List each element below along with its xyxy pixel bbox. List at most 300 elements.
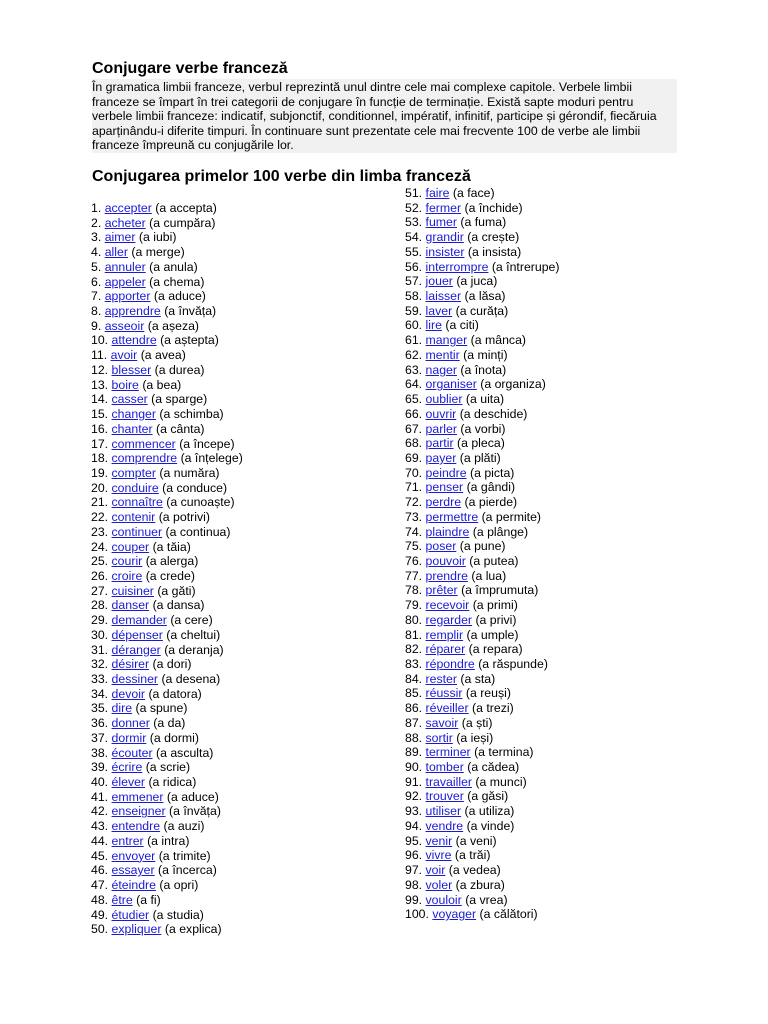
verb-number: 14. bbox=[91, 392, 109, 407]
verb-link[interactable]: élever bbox=[111, 775, 146, 790]
verb-link[interactable]: couper bbox=[111, 539, 150, 554]
verb-number: 57. bbox=[405, 274, 423, 289]
verb-number: 41. bbox=[91, 789, 109, 804]
verb-number: 73. bbox=[405, 509, 423, 524]
verb-link[interactable]: oublier bbox=[425, 392, 463, 407]
verb-link[interactable]: nager bbox=[425, 362, 457, 377]
list-item bbox=[91, 363, 243, 378]
verb-number: 86. bbox=[405, 701, 423, 716]
verb-translation: (a primi) bbox=[472, 598, 518, 613]
verb-number: 16. bbox=[91, 421, 109, 436]
verb-link[interactable]: peindre bbox=[425, 465, 467, 480]
verb-link[interactable]: boire bbox=[111, 377, 139, 392]
list-item bbox=[405, 495, 560, 510]
list-item bbox=[91, 834, 243, 849]
verb-number: 38. bbox=[91, 745, 109, 760]
list-item bbox=[91, 922, 243, 937]
verb-number: 13. bbox=[91, 377, 109, 392]
verb-link[interactable]: voir bbox=[425, 863, 446, 878]
list-item bbox=[405, 201, 560, 216]
verb-link[interactable]: compter bbox=[111, 465, 156, 480]
verb-link[interactable]: laisser bbox=[425, 289, 462, 304]
verb-translation: (a vinde) bbox=[466, 818, 515, 833]
verb-link[interactable]: trouver bbox=[425, 789, 464, 804]
verb-link[interactable]: manger bbox=[425, 333, 468, 348]
list-item bbox=[91, 510, 243, 525]
verb-link[interactable]: dessiner bbox=[111, 672, 159, 686]
verb-link[interactable]: continuer bbox=[111, 524, 163, 539]
verb-number: 32. bbox=[91, 657, 109, 672]
list-item bbox=[405, 686, 560, 701]
verb-link[interactable]: déranger bbox=[111, 642, 161, 657]
verb-number: 99. bbox=[405, 892, 423, 907]
list-item bbox=[405, 657, 560, 672]
verb-number: 31. bbox=[91, 642, 109, 657]
list-item bbox=[91, 230, 243, 245]
verb-translation: (a mânca) bbox=[470, 333, 527, 348]
verb-link[interactable]: permettre bbox=[425, 509, 479, 524]
verb-link[interactable]: fumer bbox=[425, 215, 457, 230]
verb-link[interactable]: remplir bbox=[425, 627, 464, 642]
verb-number: 4. bbox=[91, 245, 102, 260]
verb-translation: (a scrie) bbox=[145, 760, 191, 775]
verb-number: 91. bbox=[405, 774, 423, 789]
list-item bbox=[91, 245, 243, 260]
list-item bbox=[405, 878, 560, 893]
verb-link[interactable]: changer bbox=[111, 407, 156, 422]
verb-number: 84. bbox=[405, 671, 423, 686]
verb-number: 54. bbox=[405, 230, 423, 245]
list-item bbox=[91, 437, 243, 452]
verb-link[interactable]: réparer bbox=[425, 642, 466, 657]
verb-link[interactable]: perdre bbox=[425, 495, 462, 510]
verb-number: 27. bbox=[91, 583, 109, 598]
verb-link[interactable]: entendre bbox=[111, 819, 161, 834]
verb-translation: (a împrumuta) bbox=[461, 583, 539, 598]
verb-link[interactable]: dire bbox=[111, 701, 133, 716]
verb-link[interactable]: rester bbox=[425, 671, 457, 686]
verb-link[interactable]: être bbox=[111, 892, 133, 907]
verb-translation: (a datora) bbox=[148, 686, 202, 701]
verb-translation: (a deranja) bbox=[164, 642, 224, 657]
verb-link[interactable]: vouloir bbox=[425, 892, 462, 907]
verb-translation: (a permite) bbox=[481, 509, 542, 524]
verb-link[interactable]: vivre bbox=[425, 848, 452, 863]
verb-translation: (a răspunde) bbox=[478, 657, 548, 671]
verb-translation: (a deschide) bbox=[459, 406, 528, 421]
list-item bbox=[405, 804, 560, 819]
verb-translation: (a minți) bbox=[463, 347, 508, 362]
list-item bbox=[91, 584, 243, 599]
verb-link[interactable]: appeler bbox=[104, 274, 146, 289]
verb-number: 63. bbox=[405, 362, 423, 377]
verb-link[interactable]: réveiller bbox=[425, 701, 469, 716]
verb-link[interactable]: ouvrir bbox=[425, 406, 457, 421]
verb-translation: (a înțelege) bbox=[180, 451, 243, 466]
verb-link[interactable]: sortir bbox=[425, 730, 453, 745]
verb-translation: (a cheltui) bbox=[166, 627, 221, 642]
verb-link[interactable]: regarder bbox=[425, 612, 473, 627]
verb-number: 29. bbox=[91, 613, 109, 628]
verb-link[interactable]: expliquer bbox=[111, 922, 162, 937]
verb-link[interactable]: conduire bbox=[111, 480, 159, 495]
list-item bbox=[91, 407, 243, 422]
verb-link[interactable]: écrire bbox=[111, 760, 143, 775]
verb-number: 51. bbox=[405, 186, 423, 200]
verb-number: 46. bbox=[91, 863, 109, 878]
verb-link[interactable]: vendre bbox=[425, 818, 464, 833]
list-item bbox=[405, 451, 560, 466]
verb-link[interactable]: dépenser bbox=[111, 627, 163, 642]
verb-number: 97. bbox=[405, 863, 423, 878]
verb-link[interactable]: emmener bbox=[111, 789, 164, 804]
verb-link[interactable]: courir bbox=[111, 554, 143, 569]
verb-number: 72. bbox=[405, 495, 423, 510]
verb-link[interactable]: terminer bbox=[425, 745, 471, 760]
verb-translation: (a dansa) bbox=[152, 598, 205, 613]
list-item bbox=[405, 377, 560, 392]
verb-translation: (a merge) bbox=[131, 245, 185, 260]
verb-link[interactable]: comprendre bbox=[111, 451, 178, 466]
verb-link[interactable]: donner bbox=[111, 716, 150, 731]
verb-translation: (a avea) bbox=[140, 348, 186, 363]
verb-link[interactable]: voler bbox=[425, 877, 453, 892]
list-item bbox=[91, 908, 243, 923]
verb-translation: (a studia) bbox=[152, 907, 204, 922]
verb-translation: (a învăța) bbox=[164, 304, 217, 319]
verb-link[interactable]: laver bbox=[425, 303, 453, 318]
verb-number: 90. bbox=[405, 760, 423, 775]
list-item bbox=[91, 613, 243, 628]
verb-translation: (a bea) bbox=[142, 377, 182, 392]
verb-translation: (a putea) bbox=[469, 553, 519, 568]
verb-translation: (a tăia) bbox=[152, 539, 191, 554]
verb-link[interactable]: enseigner bbox=[111, 804, 166, 819]
list-item bbox=[405, 215, 560, 230]
verb-link[interactable]: tomber bbox=[425, 760, 464, 775]
verb-translation: (a ridica) bbox=[148, 775, 197, 790]
list-item bbox=[91, 540, 243, 555]
list-item bbox=[91, 643, 243, 658]
verb-link[interactable]: réussir bbox=[425, 686, 463, 701]
verb-translation: (a opri) bbox=[159, 878, 199, 893]
verb-translation: (a începe) bbox=[179, 436, 235, 451]
list-item bbox=[405, 775, 560, 790]
verb-link[interactable]: savoir bbox=[425, 715, 459, 730]
verb-translation: (a munci) bbox=[475, 774, 527, 789]
verb-number: 88. bbox=[405, 730, 423, 745]
list-item bbox=[91, 392, 243, 407]
intro-paragraph: În gramatica limbii franceze, verbul reprezintă unul dintre cele mai complexe capitole. Verbele limbii franceze se împart în trei categorii de conjugare în funcție de terminație. Există sapte moduri pentru verbele limbii franceze: indicatif, subjonctif, conditionnel, impératif, infinitif, participe și gérondif, fiecăruia aparținându-i diferite timpuri. În continuare sunt prezentate cele mai frecvente 100 de verbe ale limbii franceze împreună cu conjugările lor. bbox=[92, 79, 677, 153]
verb-translation: (a lua) bbox=[471, 568, 507, 583]
verb-link[interactable]: organiser bbox=[425, 377, 477, 392]
verb-translation: (a cumpăra) bbox=[149, 215, 216, 230]
verb-translation: (a trezi) bbox=[472, 701, 514, 716]
verb-number: 92. bbox=[405, 789, 423, 804]
list-item bbox=[405, 422, 560, 437]
verb-number: 5. bbox=[91, 259, 102, 274]
verb-number: 10. bbox=[91, 333, 109, 348]
verb-number: 66. bbox=[405, 406, 423, 421]
verb-link[interactable]: apprendre bbox=[104, 304, 161, 319]
list-item bbox=[91, 319, 243, 334]
list-item bbox=[91, 451, 243, 466]
verb-link[interactable]: accepter bbox=[104, 201, 152, 215]
list-item bbox=[91, 760, 243, 775]
verb-number: 59. bbox=[405, 303, 423, 318]
verb-number: 55. bbox=[405, 244, 423, 259]
verb-link[interactable]: travailler bbox=[425, 774, 472, 789]
list-item bbox=[405, 318, 560, 333]
list-item bbox=[405, 598, 560, 613]
verb-translation: (a sta) bbox=[460, 671, 496, 686]
verb-link[interactable]: écouter bbox=[111, 745, 153, 760]
list-item bbox=[405, 893, 560, 908]
verb-link[interactable]: penser bbox=[425, 480, 464, 495]
verb-translation: (a citi) bbox=[445, 318, 479, 333]
verb-number: 65. bbox=[405, 392, 423, 407]
verb-number: 48. bbox=[91, 892, 109, 907]
verb-link[interactable]: demander bbox=[111, 613, 167, 628]
list-item bbox=[405, 348, 560, 363]
verb-number: 64. bbox=[405, 377, 423, 392]
list-item bbox=[405, 407, 560, 422]
verb-number: 36. bbox=[91, 716, 109, 731]
verb-translation: (a cădea) bbox=[467, 760, 520, 775]
verb-link[interactable]: prendre bbox=[425, 568, 468, 583]
verb-link[interactable]: jouer bbox=[425, 274, 453, 289]
verb-link[interactable]: aimer bbox=[104, 230, 136, 245]
verb-number: 89. bbox=[405, 745, 423, 760]
verb-link[interactable]: éteindre bbox=[111, 878, 156, 893]
verb-link[interactable]: blesser bbox=[111, 362, 152, 377]
verb-translation: (a aștepta) bbox=[160, 333, 219, 348]
list-item bbox=[91, 275, 243, 290]
document-title: Conjugare verbe franceză bbox=[92, 60, 288, 77]
verb-list-right-column bbox=[405, 186, 560, 922]
list-item bbox=[405, 642, 560, 657]
verb-link[interactable]: étudier bbox=[111, 907, 150, 922]
verb-translation: (a zbura) bbox=[455, 877, 505, 892]
verb-translation: (a schimba) bbox=[159, 407, 224, 422]
verb-translation: (a plânge) bbox=[472, 524, 529, 539]
list-item bbox=[405, 260, 560, 275]
list-item bbox=[91, 716, 243, 731]
verb-link[interactable]: commencer bbox=[111, 436, 176, 451]
verb-translation: (a picta) bbox=[469, 465, 515, 480]
verb-translation: (a întrerupe) bbox=[491, 259, 560, 274]
verb-link[interactable]: devoir bbox=[111, 686, 146, 701]
verb-link[interactable]: répondre bbox=[425, 657, 475, 671]
list-item bbox=[405, 289, 560, 304]
list-item bbox=[91, 481, 243, 496]
verb-link[interactable]: prêter bbox=[425, 583, 458, 598]
verb-link[interactable]: contenir bbox=[111, 510, 156, 525]
verb-link[interactable]: aller bbox=[104, 245, 128, 260]
verb-translation: (a găti) bbox=[157, 583, 196, 598]
verb-translation: (a dori) bbox=[152, 657, 192, 672]
list-item bbox=[91, 598, 243, 613]
verb-translation: (a vedea) bbox=[448, 863, 501, 878]
list-item bbox=[91, 863, 243, 878]
verb-number: 39. bbox=[91, 760, 109, 775]
verb-link[interactable]: envoyer bbox=[111, 848, 156, 863]
verb-link[interactable]: danser bbox=[111, 598, 150, 613]
verb-translation: (a conduce) bbox=[162, 480, 228, 495]
verb-link[interactable]: cuisiner bbox=[111, 583, 154, 598]
verb-number: 25. bbox=[91, 554, 109, 569]
verb-translation: (a pleca) bbox=[456, 436, 505, 451]
verb-link[interactable]: recevoir bbox=[425, 598, 470, 613]
verb-number: 100. bbox=[405, 907, 429, 922]
list-item bbox=[91, 495, 243, 510]
verb-number: 75. bbox=[405, 539, 423, 554]
verb-number: 60. bbox=[405, 318, 423, 333]
verb-translation: (a organiza) bbox=[480, 377, 546, 392]
verb-number: 81. bbox=[405, 627, 423, 642]
verb-link[interactable]: venir bbox=[425, 833, 453, 848]
verb-number: 47. bbox=[91, 878, 109, 893]
list-item bbox=[91, 348, 243, 363]
verb-translation: (a trăi) bbox=[454, 848, 491, 863]
verb-number: 23. bbox=[91, 524, 109, 539]
verb-number: 79. bbox=[405, 598, 423, 613]
verb-link[interactable]: lire bbox=[425, 318, 442, 333]
verb-number: 19. bbox=[91, 465, 109, 480]
verb-link[interactable]: casser bbox=[111, 392, 148, 407]
list-item bbox=[405, 848, 560, 863]
verb-number: 93. bbox=[405, 804, 423, 819]
verb-number: 94. bbox=[405, 818, 423, 833]
verb-link[interactable]: annuler bbox=[104, 259, 146, 274]
verb-translation: (a umple) bbox=[466, 627, 519, 642]
verb-number: 98. bbox=[405, 877, 423, 892]
verb-link[interactable]: connaître bbox=[111, 495, 163, 510]
verb-link[interactable]: acheter bbox=[104, 215, 146, 230]
verb-link[interactable]: désirer bbox=[111, 657, 150, 672]
verb-number: 37. bbox=[91, 730, 109, 745]
verb-number: 22. bbox=[91, 510, 109, 525]
list-item bbox=[405, 789, 560, 804]
verb-translation: (a insista) bbox=[467, 244, 522, 259]
verb-translation: (a iubi) bbox=[138, 230, 177, 245]
verb-link[interactable]: utiliser bbox=[425, 804, 462, 819]
list-item bbox=[405, 480, 560, 495]
verb-translation: (a vorbi) bbox=[460, 421, 506, 436]
list-item bbox=[405, 392, 560, 407]
verb-number: 44. bbox=[91, 833, 109, 848]
verb-link[interactable]: pouvoir bbox=[425, 553, 466, 568]
verb-link[interactable]: asseoir bbox=[104, 318, 145, 333]
verb-link[interactable]: plaindre bbox=[425, 524, 470, 539]
list-item bbox=[91, 701, 243, 716]
verb-link[interactable]: poser bbox=[425, 539, 457, 554]
verb-link[interactable]: fermer bbox=[425, 200, 462, 215]
verb-number: 85. bbox=[405, 686, 423, 701]
list-item bbox=[91, 216, 243, 231]
list-item bbox=[91, 672, 243, 687]
verb-link[interactable]: attendre bbox=[111, 333, 157, 348]
verb-link[interactable]: avoir bbox=[110, 348, 138, 363]
verb-link[interactable]: insister bbox=[425, 244, 465, 259]
verb-number: 50. bbox=[91, 922, 109, 937]
list-item bbox=[405, 436, 560, 451]
verb-link[interactable]: apporter bbox=[104, 289, 151, 304]
verb-translation: (a așeza) bbox=[147, 318, 200, 333]
verb-link[interactable]: grandir bbox=[425, 230, 464, 245]
verb-link[interactable]: voyager bbox=[432, 907, 477, 922]
list-item bbox=[91, 378, 243, 393]
verb-translation: (a explica) bbox=[164, 922, 222, 937]
list-item bbox=[91, 289, 243, 304]
verb-link[interactable]: mentir bbox=[425, 347, 460, 362]
list-item bbox=[91, 657, 243, 672]
list-item bbox=[91, 525, 243, 540]
verb-link[interactable]: dormir bbox=[111, 730, 147, 745]
verb-link[interactable]: entrer bbox=[111, 833, 144, 848]
list-item bbox=[405, 245, 560, 260]
verb-list-left-column bbox=[91, 201, 243, 937]
verb-translation: (a trimite) bbox=[158, 848, 211, 863]
verb-translation: (a potrivi) bbox=[158, 510, 210, 525]
verb-translation: (a număra) bbox=[159, 465, 220, 480]
verb-translation: (a dormi) bbox=[149, 730, 199, 745]
verb-number: 33. bbox=[91, 672, 109, 686]
list-item bbox=[405, 363, 560, 378]
verb-number: 76. bbox=[405, 553, 423, 568]
verb-translation: (a cunoaște) bbox=[166, 495, 235, 510]
verb-link[interactable]: interrompre bbox=[425, 259, 489, 274]
verb-translation: (a uita) bbox=[465, 392, 505, 407]
verb-translation: (a intra) bbox=[147, 833, 190, 848]
verb-translation: (a călători) bbox=[479, 907, 538, 922]
verb-translation: (a găsi) bbox=[467, 789, 509, 804]
verb-number: 18. bbox=[91, 451, 109, 466]
verb-number: 74. bbox=[405, 524, 423, 539]
list-item bbox=[405, 819, 560, 834]
verb-link[interactable]: parler bbox=[425, 421, 457, 436]
verb-number: 56. bbox=[405, 259, 423, 274]
list-item bbox=[405, 539, 560, 554]
verb-link[interactable]: faire bbox=[425, 186, 450, 200]
verb-link[interactable]: croire bbox=[111, 568, 143, 583]
list-item bbox=[405, 863, 560, 878]
verb-translation: (a crește) bbox=[467, 230, 520, 245]
verb-number: 78. bbox=[405, 583, 423, 598]
verb-number: 30. bbox=[91, 627, 109, 642]
verb-link[interactable]: chanter bbox=[111, 421, 153, 436]
verb-number: 42. bbox=[91, 804, 109, 819]
verb-link[interactable]: partir bbox=[425, 436, 454, 451]
verb-number: 35. bbox=[91, 701, 109, 716]
list-item bbox=[91, 790, 243, 805]
list-item bbox=[405, 760, 560, 775]
verb-link[interactable]: payer bbox=[425, 450, 457, 465]
list-item bbox=[91, 260, 243, 275]
list-item bbox=[91, 333, 243, 348]
verb-number: 53. bbox=[405, 215, 423, 230]
verb-translation: (a curăța) bbox=[455, 303, 509, 318]
verb-translation: (a cere) bbox=[170, 613, 213, 628]
list-item bbox=[405, 525, 560, 540]
verb-number: 15. bbox=[91, 407, 109, 422]
list-item bbox=[91, 201, 243, 216]
verb-number: 49. bbox=[91, 907, 109, 922]
verb-link[interactable]: essayer bbox=[111, 863, 155, 878]
verb-translation: (a utiliza) bbox=[464, 804, 515, 819]
verb-number: 45. bbox=[91, 848, 109, 863]
verb-translation: (a cânta) bbox=[155, 421, 205, 436]
